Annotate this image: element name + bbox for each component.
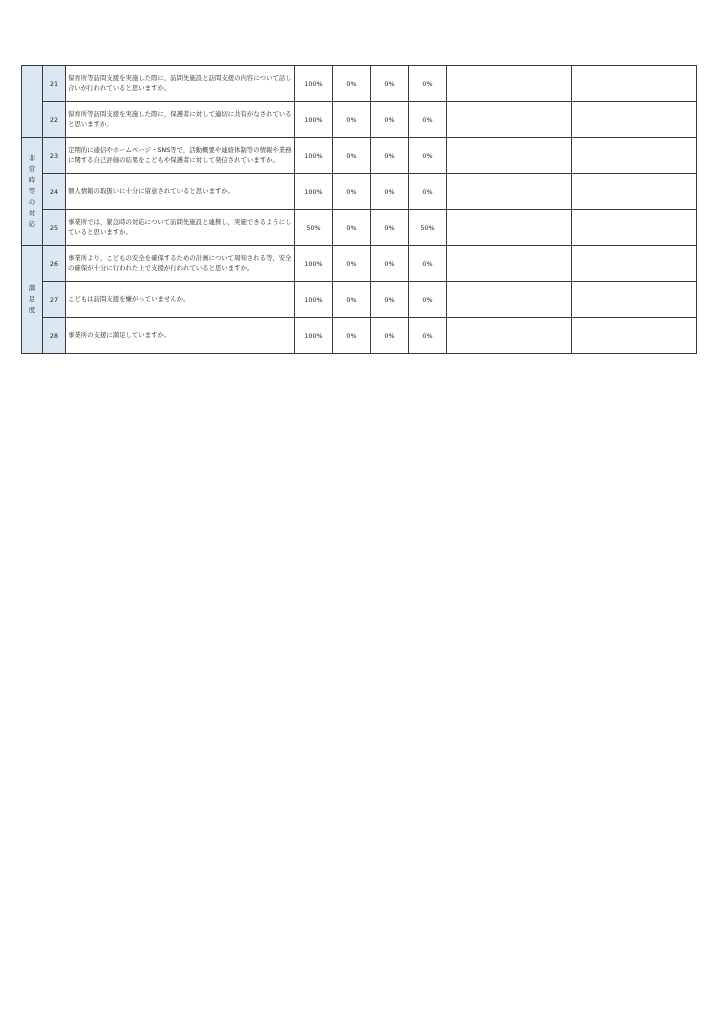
comment-cell xyxy=(572,210,697,246)
question-text: こどもは訪問支援を嫌がっていませんか。 xyxy=(66,282,295,318)
comment-cell xyxy=(447,102,572,138)
percentage-cell: 0% xyxy=(333,66,371,102)
evaluation-table xyxy=(21,65,697,354)
question-number: 27 xyxy=(43,282,66,318)
table-row xyxy=(22,138,697,174)
question-number: 28 xyxy=(43,318,66,354)
percentage-cell: 0% xyxy=(409,138,447,174)
question-number: 22 xyxy=(43,102,66,138)
percentage-cell: 0% xyxy=(333,138,371,174)
question-number: 24 xyxy=(43,174,66,210)
table-row xyxy=(22,66,697,102)
percentage-cell: 100% xyxy=(295,246,333,282)
question-text: 個人情報の取扱いに十分に留意されていると思いますか。 xyxy=(66,174,295,210)
percentage-cell: 0% xyxy=(371,246,409,282)
comment-cell xyxy=(447,210,572,246)
comment-cell xyxy=(447,318,572,354)
percentage-cell: 100% xyxy=(295,66,333,102)
section-label-text: 非常時等の対応 xyxy=(28,154,36,228)
percentage-cell: 0% xyxy=(371,282,409,318)
percentage-cell: 0% xyxy=(409,174,447,210)
percentage-cell: 0% xyxy=(409,66,447,102)
percentage-cell: 100% xyxy=(295,174,333,210)
question-number: 26 xyxy=(43,246,66,282)
table-row xyxy=(22,210,697,246)
comment-cell xyxy=(447,138,572,174)
section-label-text: 満足度 xyxy=(28,284,36,314)
percentage-cell: 0% xyxy=(333,246,371,282)
percentage-cell: 0% xyxy=(333,174,371,210)
question-text: 定期的に通信やホームページ・SNS等で，活動概要や連絡体制等の情報や業務に関する自己評価の結果をこどもや保護者に対して発信されていますか。 xyxy=(66,138,295,174)
percentage-cell: 0% xyxy=(409,102,447,138)
question-text: 事業所の支援に満足していますか。 xyxy=(66,318,295,354)
comment-cell xyxy=(572,102,697,138)
section-label xyxy=(22,246,43,354)
percentage-cell: 0% xyxy=(409,318,447,354)
comment-cell xyxy=(572,66,697,102)
percentage-cell: 50% xyxy=(295,210,333,246)
question-number: 21 xyxy=(43,66,66,102)
table-row xyxy=(22,102,697,138)
percentage-cell: 0% xyxy=(371,102,409,138)
percentage-cell: 0% xyxy=(409,282,447,318)
percentage-cell: 0% xyxy=(333,210,371,246)
section-label xyxy=(22,138,43,246)
percentage-cell: 100% xyxy=(295,282,333,318)
comment-cell xyxy=(572,174,697,210)
percentage-cell: 0% xyxy=(371,210,409,246)
comment-cell xyxy=(572,246,697,282)
percentage-cell: 0% xyxy=(333,282,371,318)
section-label xyxy=(22,66,43,138)
comment-cell xyxy=(447,246,572,282)
question-text: 保育所等訪問支援を実施した際に，保護者に対して適切に共有がなされていると思いますか。 xyxy=(66,102,295,138)
percentage-cell: 0% xyxy=(333,102,371,138)
question-text: 保育所等訪問支援を実施した際に，訪問先施設と訪問支援の内容について話し合いが行われていると思いますか。 xyxy=(66,66,295,102)
table-row xyxy=(22,246,697,282)
evaluation-table-body xyxy=(22,66,697,354)
question-number: 25 xyxy=(43,210,66,246)
comment-cell xyxy=(447,282,572,318)
question-text: 事業所では，緊急時の対応について訪問先施設と連携し，実施できるようにしていると思いますか。 xyxy=(66,210,295,246)
comment-cell xyxy=(572,138,697,174)
percentage-cell: 100% xyxy=(295,318,333,354)
table-row xyxy=(22,318,697,354)
table-row xyxy=(22,282,697,318)
percentage-cell: 0% xyxy=(371,318,409,354)
percentage-cell: 100% xyxy=(295,138,333,174)
comment-cell xyxy=(447,66,572,102)
percentage-cell: 0% xyxy=(409,246,447,282)
comment-cell xyxy=(447,174,572,210)
comment-cell xyxy=(572,318,697,354)
percentage-cell: 100% xyxy=(295,102,333,138)
percentage-cell: 0% xyxy=(371,174,409,210)
percentage-cell: 0% xyxy=(333,318,371,354)
percentage-cell: 0% xyxy=(371,138,409,174)
question-text: 事業所より，こどもの安全を確保するための計画について周知される等，安全の確保が十分に行われた上で支援が行われていると思いますか。 xyxy=(66,246,295,282)
table-row xyxy=(22,174,697,210)
question-number: 23 xyxy=(43,138,66,174)
percentage-cell: 50% xyxy=(409,210,447,246)
percentage-cell: 0% xyxy=(371,66,409,102)
comment-cell xyxy=(572,282,697,318)
